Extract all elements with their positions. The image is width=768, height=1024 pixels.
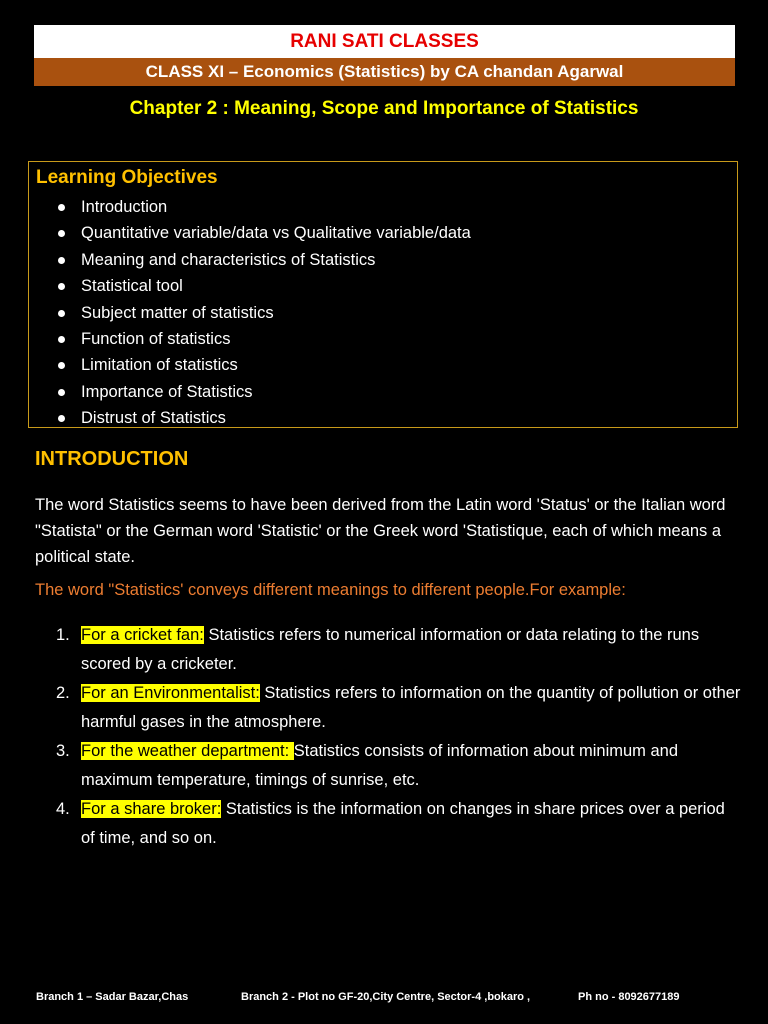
institute-banner — [34, 25, 735, 58]
bullet-icon — [58, 389, 65, 396]
objective-text: Importance of Statistics — [81, 382, 253, 401]
examples-intro: The word "Statistics' conveys different meanings to different people.For example: — [35, 581, 626, 599]
bullet-icon — [58, 362, 65, 369]
objective-text: Quantitative variable/data vs Qualitative variable/data — [81, 224, 471, 243]
bullet-icon — [58, 283, 65, 290]
example-number: 1. — [56, 626, 70, 644]
bullet-icon — [58, 310, 65, 317]
objective-text: Distrust of Statistics — [81, 409, 226, 428]
objectives-list — [29, 194, 471, 432]
example-text: Statistics refers to numerical information or data relating to the runs scored by a cricketer. — [81, 626, 700, 673]
bullet-icon — [58, 415, 65, 422]
objective-item — [29, 220, 471, 246]
bullet-icon — [58, 257, 65, 264]
objective-item — [29, 300, 471, 326]
objective-text: Limitation of statistics — [81, 356, 238, 375]
learning-objectives-box — [28, 161, 738, 428]
objective-item — [29, 194, 471, 220]
objective-item — [29, 352, 471, 378]
introduction-heading: INTRODUCTION — [35, 448, 189, 470]
example-text: Statistics refers to information on the quantity of pollution or other harmful gases in the atmosphere. — [81, 684, 741, 731]
chapter-title: Chapter 2 : Meaning, Scope and Importance of Statistics — [129, 98, 639, 119]
footer-phone: Ph no - 8092677189 — [578, 991, 680, 1003]
course-banner — [34, 58, 735, 86]
objective-text: Introduction — [81, 198, 168, 216]
example-label: For a share broker: — [81, 800, 222, 818]
example-number: 3. — [56, 742, 70, 760]
objective-item — [29, 273, 471, 299]
introduction-paragraph: The word Statistics seems to have been derived from the Latin word 'Status' or the Italian word "Statista" or the German word 'Statistic' or the Greek word 'Statistique, each of which means a political state. — [35, 496, 726, 566]
objective-text: Meaning and characteristics of Statistics — [81, 250, 376, 269]
objective-text: Statistical tool — [81, 277, 183, 296]
example-label: For the weather department: — [81, 742, 294, 760]
objective-item — [29, 405, 471, 431]
bullet-icon — [58, 230, 65, 237]
example-text: Statistics is the information on changes in share prices over a period of time, and so on. — [81, 800, 725, 847]
objective-text: Function of statistics — [81, 329, 231, 348]
example-number: 2. — [56, 684, 70, 702]
bullet-icon — [58, 204, 65, 211]
objectives-title: Learning Objectives — [36, 167, 218, 188]
objective-item — [29, 326, 471, 352]
objective-item — [29, 247, 471, 273]
footer-branch-2: Branch 2 - Plot no GF-20,City Centre, Sector-4 ,bokaro , — [241, 991, 531, 1003]
bullet-icon — [58, 336, 65, 343]
course-title: CLASS XI – Economics (Statistics) by CA chandan Agarwal — [145, 62, 624, 81]
footer-branch-1: Branch 1 – Sadar Bazar,Chas — [36, 991, 189, 1003]
objective-item — [29, 379, 471, 405]
examples-list — [56, 621, 741, 853]
example-label: For a cricket fan: — [81, 626, 204, 644]
example-number: 4. — [56, 800, 70, 818]
example-label: For an Environmentalist: — [81, 684, 260, 702]
example-item — [56, 737, 741, 795]
example-item — [56, 621, 741, 679]
example-item — [56, 679, 741, 737]
example-item — [56, 795, 741, 853]
example-text: Statistics consists of information about minimum and maximum temperature, timings of sunrise, etc. — [81, 742, 679, 789]
objective-text: Subject matter of statistics — [81, 303, 274, 322]
institute-name: RANI SATI CLASSES — [290, 30, 479, 52]
